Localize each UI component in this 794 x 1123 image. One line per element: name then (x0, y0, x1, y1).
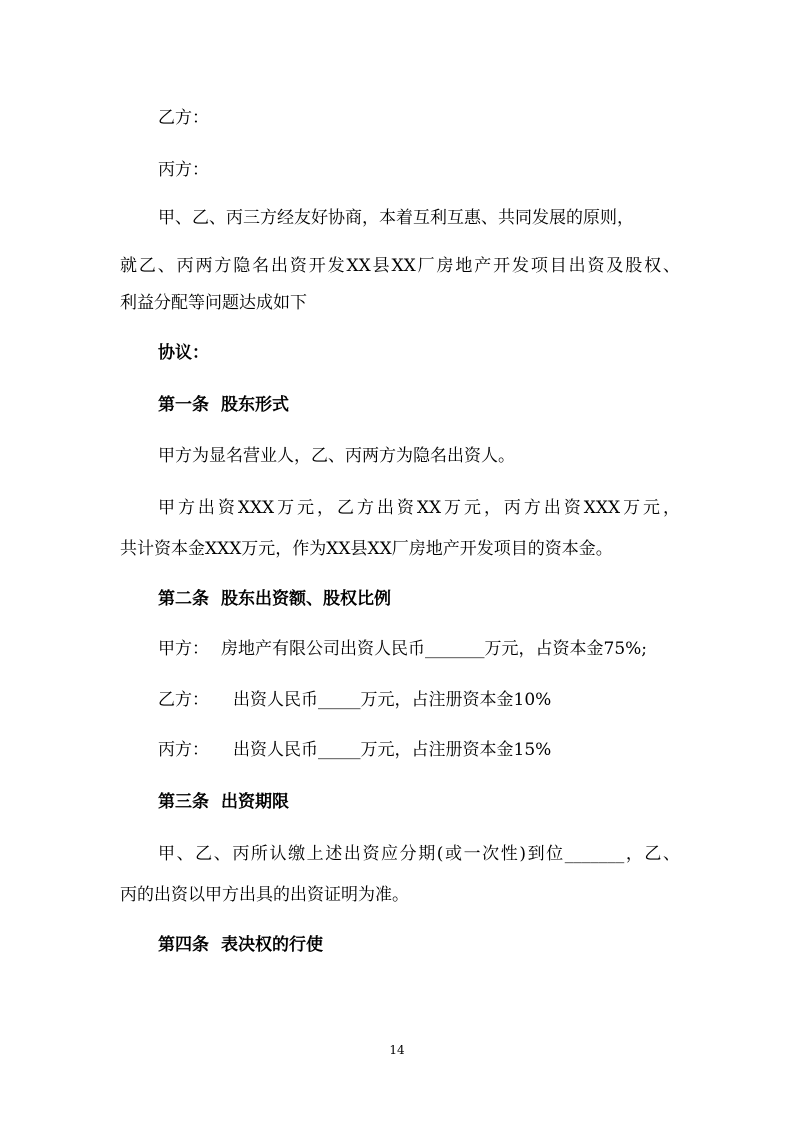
article-4-title: 表决权的行使 (221, 935, 323, 955)
article-3-blank: _______ (564, 844, 625, 864)
party-b-label: 乙方： (158, 108, 209, 128)
article-1-paragraph-2-line-1: 甲方出资XXX万元，乙方出资XX万元，丙方出资XXX万元， (158, 498, 680, 518)
article-1-number: 第一条 (158, 395, 209, 415)
article-3-text-end: ，乙、 (624, 844, 680, 864)
article-3-text: 甲、乙、丙所认缴上述出资应分期(或一次性)到位 (158, 844, 565, 864)
article-3-line-2: 丙的出资以甲方出具的出资证明为准。 (120, 885, 409, 905)
article-3-title: 出资期限 (221, 792, 289, 812)
party-a-blank: _______ (425, 639, 485, 659)
party-a-share: 万元，占资本金75%; (484, 639, 648, 659)
party-b-row-label: 乙方： (158, 690, 209, 710)
agreement-heading: 协议： (158, 343, 209, 363)
article-2-row-party-b (158, 688, 680, 712)
article-1-paragraph-1: 甲方为显名营业人，乙、丙两方为隐名出资人。 (158, 446, 515, 466)
article-2-row-party-a (158, 637, 680, 661)
article-3-number: 第三条 (158, 792, 209, 812)
page-number: 14 (389, 1043, 405, 1057)
party-b-blank: _____ (318, 690, 361, 710)
article-4-number: 第四条 (158, 935, 209, 955)
preamble-line-3: 利益分配等问题达成如下 (120, 293, 307, 313)
party-c-label: 丙方： (158, 160, 209, 180)
party-a-label: 甲方： (158, 639, 209, 659)
party-b-text: 出资人民币 (233, 690, 318, 710)
article-4-heading (158, 933, 680, 957)
party-c-share: 万元，占注册资本金15% (360, 740, 552, 760)
party-c-row-label: 丙方： (158, 740, 209, 760)
party-b-share: 万元，占注册资本金10% (360, 690, 552, 710)
article-2-heading (158, 587, 680, 611)
article-2-row-party-c (158, 738, 680, 762)
article-3-heading (158, 790, 680, 814)
preamble-line-1: 甲、乙、丙三方经友好协商，本着互利互惠、共同发展的原则， (158, 208, 634, 228)
party-c-text: 出资人民币 (233, 740, 318, 760)
article-1-heading (158, 393, 680, 417)
party-a-text: 房地产有限公司出资人民币 (221, 639, 425, 659)
article-2-number: 第二条 (158, 589, 209, 609)
article-1-paragraph-2-line-2: 共计资本金XXX万元，作为XX县XX厂房地产开发项目的资本金。 (120, 539, 613, 559)
article-3-line-1 (158, 842, 680, 866)
party-c-blank: _____ (318, 740, 361, 760)
preamble-line-2: 就乙、丙两方隐名出资开发XX县XX厂房地产开发项目出资及股权、 (120, 256, 680, 276)
article-1-title: 股东形式 (221, 395, 289, 415)
article-2-title: 股东出资额、股权比例 (221, 589, 391, 609)
